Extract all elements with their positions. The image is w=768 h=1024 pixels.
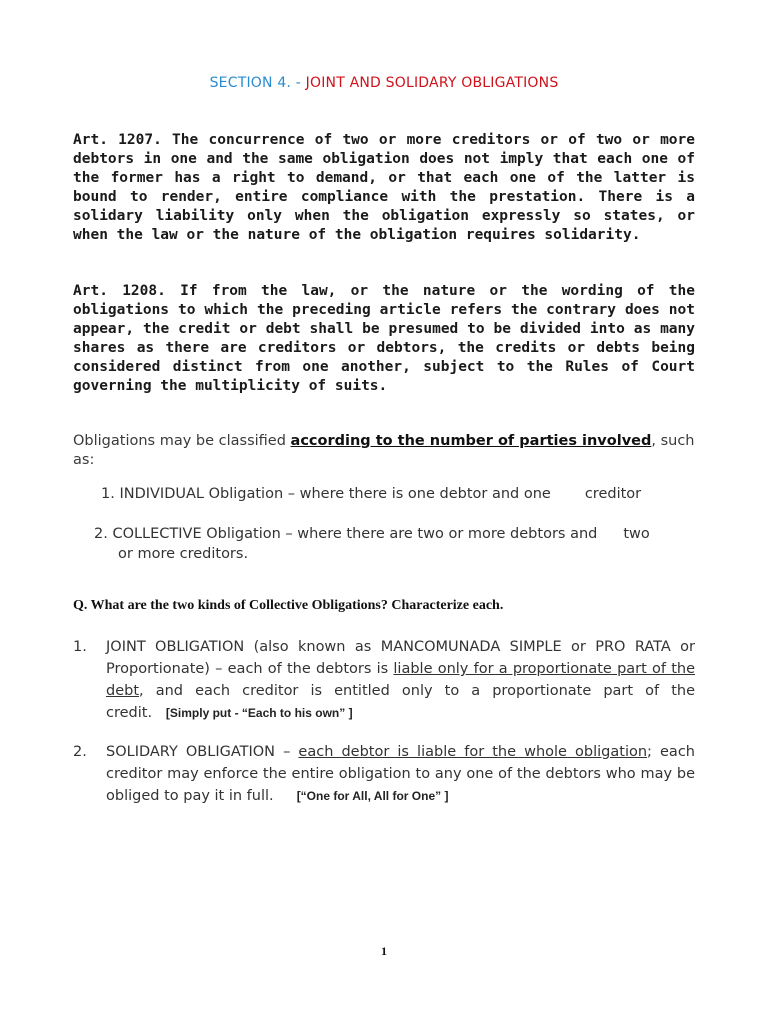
section-number: SECTION 4. - bbox=[209, 75, 306, 91]
page-number: 1 bbox=[381, 944, 387, 958]
solidary-obligation-text bbox=[73, 741, 695, 807]
item-underlined: each debtor is liable for the whole obligation bbox=[298, 744, 648, 760]
intro-text: Obligations may be classified bbox=[73, 433, 291, 449]
joint-obligation-text bbox=[73, 636, 695, 724]
item-lead: JOINT OBLIGATION (also known as MANCOMUNADA SIMPLE or PRO RATA or Proportionate) – each of the debtors is bbox=[106, 639, 695, 677]
item-note: [“One for All, All for One” ] bbox=[296, 789, 449, 803]
classification-item-collective bbox=[94, 524, 694, 564]
article-1208: Art. 1208. If from the law, or the nature or the wording of the obligations to which the preceding article refers the contrary does not appear, the credit or debt shall be presumed to be divided into as many shares as there are creditors or debtors, the credits or debts being considered distinct from one another, subject to the Rules of Court governing the multiplicity of suits. bbox=[73, 283, 695, 394]
classification-item-tail: creditor bbox=[584, 486, 642, 502]
item-rest: ; each creditor may enforce the entire obligation to any one of the debtors who may be obliged to pay it in full. bbox=[106, 744, 695, 804]
classification-item-continuation: or more creditors. bbox=[118, 546, 249, 562]
classification-intro bbox=[73, 432, 695, 470]
item-rest: , and each creditor is entitled only to a proportionate part of the credit. bbox=[106, 683, 695, 721]
solidary-obligation-item bbox=[73, 741, 695, 807]
section-heading bbox=[0, 75, 768, 91]
classification-item-tail: two bbox=[623, 526, 650, 542]
section-title: JOINT AND SOLIDARY OBLIGATIONS bbox=[305, 75, 559, 91]
list-number: 2. bbox=[73, 744, 87, 760]
item-lead: SOLIDARY OBLIGATION – bbox=[106, 744, 299, 760]
classification-item-text: 1. INDIVIDUAL Obligation – where there is one debtor and one bbox=[101, 486, 551, 502]
article-1207: Art. 1207. The concurrence of two or more creditors or of two or more debtors in one and the same obligation does not imply that each one of the former has a right to demand, or that each one of the latter is bound to render, entire compliance with the prestation. There is a solidary liability only when the obligation expressly so states, or when the law or the nature of the obligation requires solidarity. bbox=[73, 132, 695, 243]
intro-emphasis: according to the number of parties involved bbox=[290, 433, 652, 449]
question-heading: Q. What are the two kinds of Collective Obligations? Characterize each. bbox=[73, 598, 504, 613]
classification-item-individual bbox=[101, 484, 701, 504]
joint-obligation-item bbox=[73, 636, 695, 724]
intro-text-end: , such as: bbox=[73, 433, 695, 468]
list-number: 1. bbox=[73, 639, 87, 655]
item-underlined: liable only for a proportionate part of the debt bbox=[106, 661, 695, 699]
item-note: [Simply put - “Each to his own” ] bbox=[165, 706, 353, 720]
classification-item-text: 2. COLLECTIVE Obligation – where there are two or more debtors and bbox=[94, 526, 598, 542]
